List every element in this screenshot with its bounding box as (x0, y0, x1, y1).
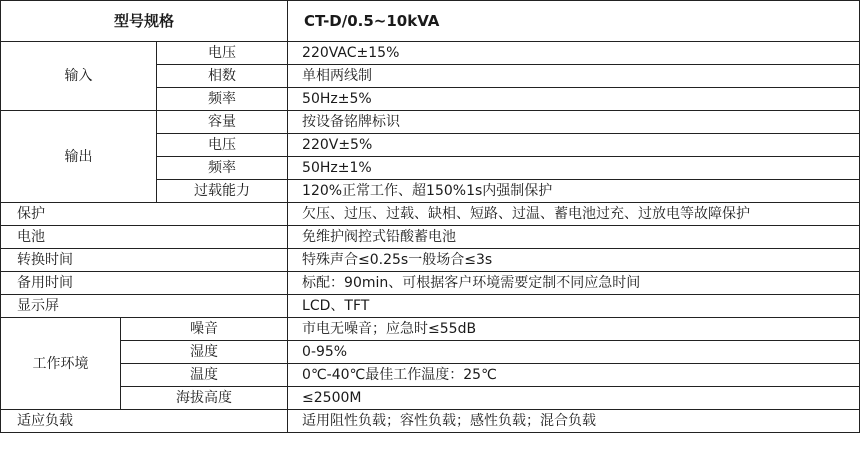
table-row (1, 387, 860, 410)
row-name: 频率 (157, 157, 288, 180)
row-value: 220VAC±15% (288, 42, 860, 65)
table-row (1, 42, 860, 65)
row-value: 按设备铭牌标识 (288, 111, 860, 134)
row-value: 50Hz±5% (288, 88, 860, 111)
header-value: CT-D/0.5~10kVA (288, 1, 860, 42)
row-name: 湿度 (121, 341, 288, 364)
row-label-switch-time: 转换时间 (1, 249, 288, 272)
group-label-output: 输出 (1, 111, 157, 203)
row-name: 容量 (157, 111, 288, 134)
header-label: 型号规格 (1, 1, 288, 42)
row-value-battery: 免维护阀控式铅酸蓄电池 (288, 226, 860, 249)
group-label-input: 输入 (1, 42, 157, 111)
table-row (1, 295, 860, 318)
row-name: 电压 (157, 42, 288, 65)
row-value: 120%正常工作、超150%1s内强制保护 (288, 180, 860, 203)
row-name: 频率 (157, 88, 288, 111)
row-value: 50Hz±1% (288, 157, 860, 180)
header-row (1, 1, 860, 42)
row-value-backup-time: 标配：90min、可根据客户环境需要定制不同应急时间 (288, 272, 860, 295)
row-name: 电压 (157, 134, 288, 157)
table-row (1, 111, 860, 134)
row-name: 海拔高度 (121, 387, 288, 410)
row-value: 220V±5% (288, 134, 860, 157)
row-value: 单相两线制 (288, 65, 860, 88)
table-row (1, 249, 860, 272)
row-value: ≤2500M (288, 387, 860, 410)
row-name: 噪音 (121, 318, 288, 341)
table-row (1, 318, 860, 341)
row-value-display: LCD、TFT (288, 295, 860, 318)
row-label-protection: 保护 (1, 203, 288, 226)
row-value-load: 适用阻性负载；容性负载；感性负载；混合负载 (288, 410, 860, 433)
row-label-backup-time: 备用时间 (1, 272, 288, 295)
table-row (1, 226, 860, 249)
table-row (1, 341, 860, 364)
table-row (1, 364, 860, 387)
row-label-display: 显示屏 (1, 295, 288, 318)
row-value: 0-95% (288, 341, 860, 364)
group-label-environment: 工作环境 (1, 318, 121, 410)
table-row (1, 272, 860, 295)
row-value: 市电无噪音；应急时≤55dB (288, 318, 860, 341)
table-row (1, 410, 860, 433)
row-label-battery: 电池 (1, 226, 288, 249)
row-value-switch-time: 特殊声合≤0.25s一般场合≤3s (288, 249, 860, 272)
row-name: 相数 (157, 65, 288, 88)
table-row (1, 203, 860, 226)
row-label-load: 适应负载 (1, 410, 288, 433)
row-name: 过载能力 (157, 180, 288, 203)
row-value: 0℃-40℃最佳工作温度：25℃ (288, 364, 860, 387)
row-name: 温度 (121, 364, 288, 387)
row-value-protection: 欠压、过压、过载、缺相、短路、过温、蓄电池过充、过放电等故障保护 (288, 203, 860, 226)
